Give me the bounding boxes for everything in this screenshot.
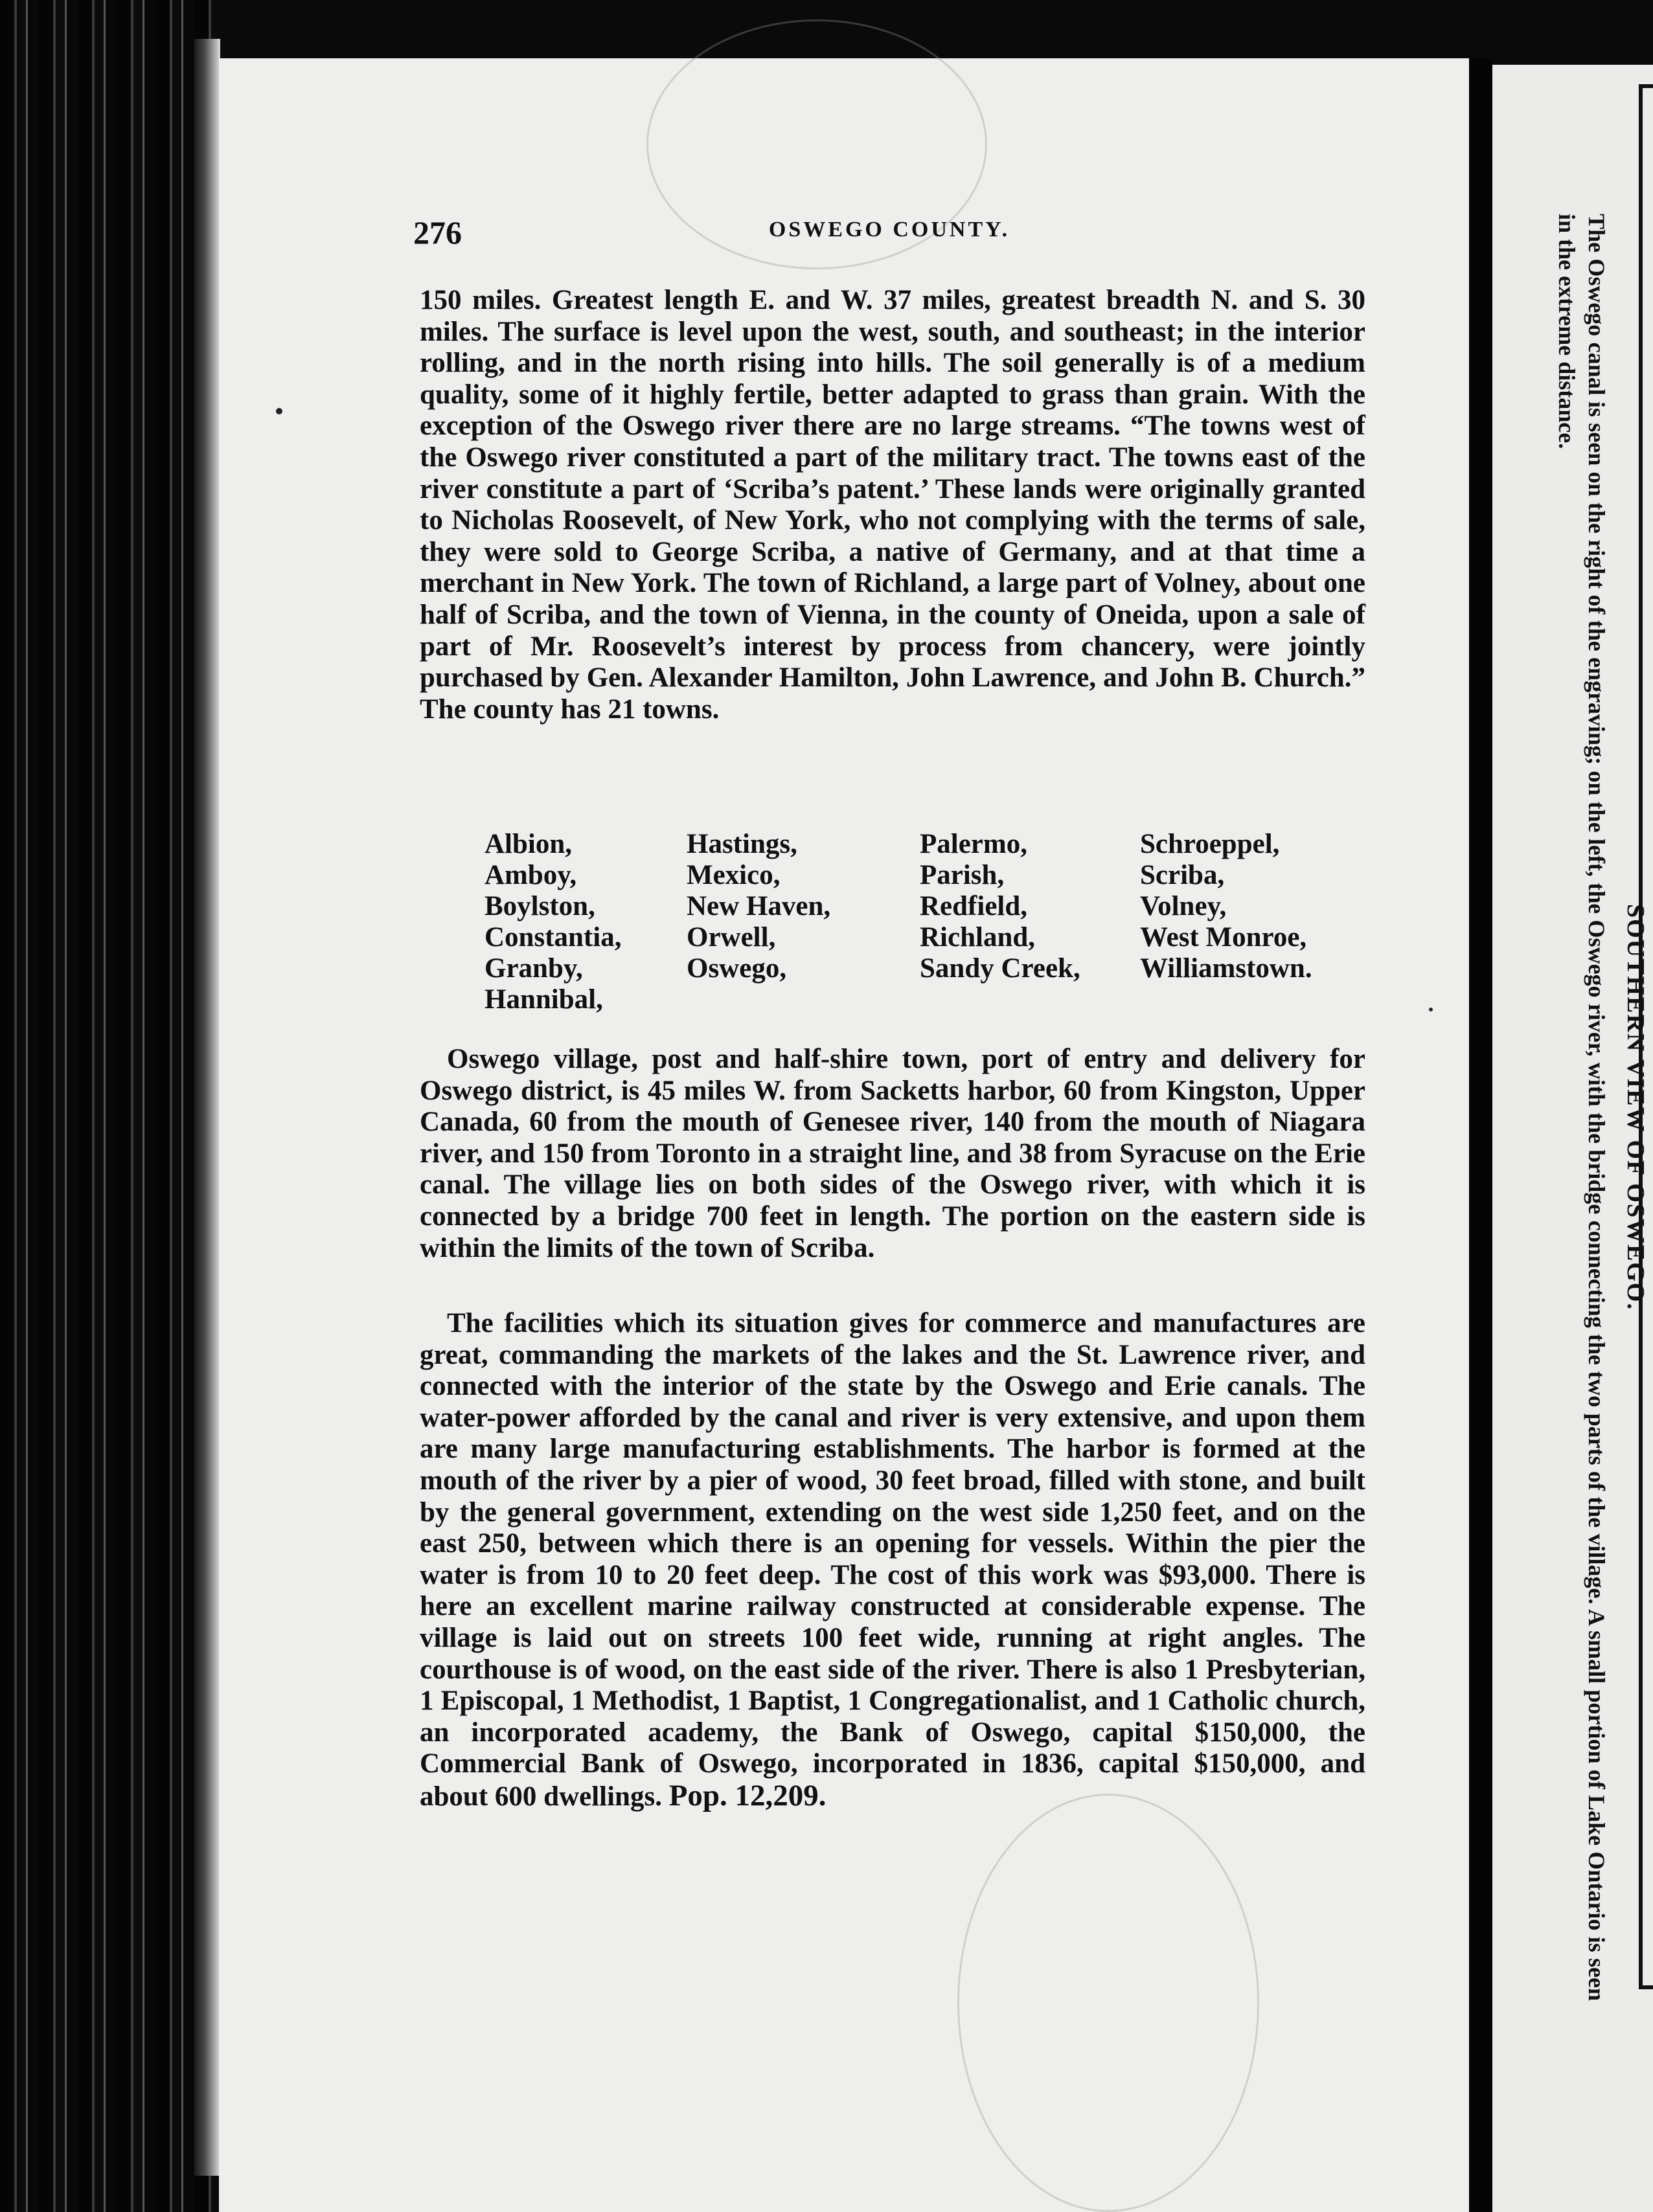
- page-divider: [1469, 58, 1492, 2212]
- town-name: Hannibal,: [484, 984, 603, 1015]
- body-paragraph-village: Oswego village, post and half-shire town, port of entry and delivery for Oswego district, is 45 miles W. from Sacketts harbor, 60 from Kingston, Upper Canada, 60 from the mouth of Genesee river, 140 from the mouth of Niagara river, and 150 from Toronto in a straight line, and 38 from Syracuse on the Erie canal. The village lies on both sides of the Oswego river, with which it is connected by a bridge 700 feet in length. The portion on the eastern side is within the limits of the town of Scriba.: [420, 1044, 1365, 1263]
- water-stain: [957, 1794, 1259, 2212]
- town-name: Williamstown.: [1140, 953, 1312, 984]
- running-head: [413, 214, 1365, 253]
- towns-column: [687, 829, 830, 984]
- towns-column: [1140, 829, 1312, 984]
- town-name: Scriba,: [1140, 860, 1225, 890]
- town-name: Schroeppel,: [1140, 829, 1280, 859]
- page-header-title: OSWEGO COUNTY.: [768, 218, 1010, 242]
- town-name: Sandy Creek,: [920, 953, 1080, 984]
- town-name: Albion,: [484, 829, 573, 859]
- print-speck: [276, 408, 282, 414]
- body-paragraph-intro: 150 miles. Greatest length E. and W. 37 miles, greatest breadth N. and S. 30 miles. The surface is level upon the west, south, and southeast; in the interior rolling, and in the north rising into hills. The soil generally is of a medium quality, some of it highly fertile, better adapted to grass than grain. With the exception of the Oswego river there are no large streams. “The towns west of the Oswego river constituted a part of the military tract. The towns east of the river constitute a part of ‘Scriba’s patent.’ These lands were originally granted to Nicholas Roosevelt, of New York, who not complying with the terms of sale, they were sold to George Scriba, a native of Germany, and at that time a merchant in New York. The town of Richland, a large part of Volney, about one half of Scriba, and the town of Vienna, in the county of Oneida, upon a sale of part of Mr. Roosevelt’s interest by process from chancery, were jointly purchased by Gen. Alexander Hamilton, John Lawrence, and John B. Church.” The county has 21 towns.: [420, 285, 1365, 725]
- town-name: New Haven,: [687, 891, 831, 921]
- town-name: Volney,: [1140, 891, 1227, 921]
- town-name: Boylston,: [484, 891, 595, 921]
- towns-column: [920, 829, 1080, 984]
- town-name: Mexico,: [687, 860, 781, 890]
- facing-page-caption: [1508, 214, 1650, 2001]
- page-edge-shadow: [194, 39, 220, 2176]
- town-name: Hastings,: [687, 829, 797, 859]
- towns-column: [484, 829, 621, 1015]
- population-figure: Pop. 12,209.: [668, 1778, 826, 1812]
- caption-text: The Oswego canal is seen on the right of the engraving; on the left, the Oswego river, with the bridge connecting the two parts of the village. A small portion of Lake Ontario is seen in the extreme distance.: [1554, 214, 1610, 2001]
- caption-rotated: [1552, 214, 1650, 2001]
- facilities-text: The facilities which its situation gives for commerce and manufactures are great, commanding the markets of the lakes and the St. Lawrence river, and connected with the interior of the state by the Oswego and Erie canals. The water-power afforded by the canal and river is very extensive, and upon them are many large manufacturing establishments. The harbor is formed at the mouth of the river by a pier of wood, 30 feet broad, filled with stone, and built by the general government, extending on the west side 1,250 feet, and on the east 250, between which there is an opening for vessels. Within the pier the water is from 10 to 20 feet deep. The cost of this work was $93,000. There is here an excellent marine railway constructed at considerable expense. The village is laid out on streets 100 feet wide, running at right angles. The courthouse is of wood, on the east side of the river. There is also 1 Presbyterian, 1 Episcopal, 1 Methodist, 1 Baptist, 1 Congregationalist, and 1 Catholic church, an incorporated academy, the Bank of Oswego, capital $150,000, the Commercial Bank of Oswego, incorporated in 1836, capital $150,000, and about 600 dwellings.: [420, 1308, 1365, 1812]
- body-paragraph-facilities: [420, 1308, 1365, 1813]
- page-number: 276: [413, 214, 462, 251]
- town-name: Oswego,: [687, 953, 787, 984]
- town-name: West Monroe,: [1140, 922, 1307, 953]
- town-name: Granby,: [484, 953, 583, 984]
- print-speck: [1429, 1008, 1433, 1011]
- town-name: Richland,: [920, 922, 1036, 953]
- book-binding: [0, 0, 220, 2212]
- town-name: Constantia,: [484, 922, 622, 953]
- town-name: Redfield,: [920, 891, 1028, 921]
- town-name: Amboy,: [484, 860, 577, 890]
- town-name: Orwell,: [687, 922, 776, 953]
- caption-title: SOUTHERN VIEW OF OSWEGO.: [1622, 904, 1649, 1311]
- town-name: Palermo,: [920, 829, 1027, 859]
- town-name: Parish,: [920, 860, 1005, 890]
